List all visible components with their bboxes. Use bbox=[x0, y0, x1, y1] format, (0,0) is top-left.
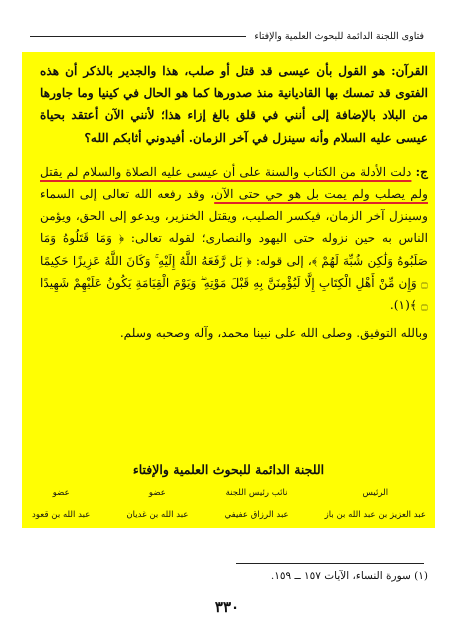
header-rule bbox=[30, 36, 246, 37]
page-number: ٣٣٠ bbox=[214, 598, 240, 616]
fatwa-body bbox=[40, 60, 428, 344]
answer-paragraph bbox=[40, 161, 428, 316]
signature-title: الرئيس bbox=[362, 488, 389, 498]
header-title: فتاوى اللجنة الدائمة للبحوث العلمية والإفتاء bbox=[254, 30, 424, 42]
answer-text: ، وقد رفعه الله تعالى إلى السماء وسينزل آخر الزمان، فيكسر الصليب، ويقتل الخنزير، ويدعو إلى الحق، ويؤمن الناس به حين نزوله حتى اليهود والنصارى؛ لقوله تعالى: bbox=[40, 187, 429, 246]
signature-chairman bbox=[325, 488, 426, 520]
answer-end: . bbox=[389, 298, 394, 313]
question-paragraph bbox=[40, 60, 428, 149]
footnote-ref: (١) bbox=[393, 298, 410, 313]
signature-name: عبد الله بن قعود bbox=[32, 510, 91, 520]
signature-name: عبد العزيز بن عبد الله بن باز bbox=[324, 510, 426, 520]
signature-member-1 bbox=[126, 488, 188, 520]
quran-verse-1: ﴿ وَمَا قَتَلُوهُ وَمَا صَلَبُوهُ وَلَٰكِن شُبِّهَ لَهُمْ ﴾ bbox=[40, 231, 428, 268]
quran-verse-2: ﴿ بَل رَّفَعَهُ اللَّهُ إِلَيْهِ ۚ وَكَانَ اللَّهُ عَزِيزًا حَكِيمًا ۝ وَإِن مِّنْ أَهْلِ الْكِتَابِ إِلَّا لَيُؤْمِنَنَّ بِهِ قَبْلَ مَوْتِهِ ۖ وَيَوْمَ الْقِيَامَةِ يَكُونُ عَلَيْهِمْ شَهِيدًا ۝ ﴾ bbox=[40, 253, 428, 313]
signature-title: عضو bbox=[148, 488, 166, 498]
running-header bbox=[30, 28, 424, 44]
signature-title: عضو bbox=[52, 488, 70, 498]
committee-title: اللجنة الدائمة للبحوث العلمية والإفتاء bbox=[132, 462, 325, 477]
signature-deputy bbox=[224, 488, 288, 520]
closing-line: وبالله التوفيق. وصلى الله على نبينا محمد، وآله وصحبه وسلم. bbox=[119, 326, 428, 341]
signature-name: عبد الرزاق عفيفي bbox=[224, 510, 289, 520]
signature-name: عبد الله بن غديان bbox=[126, 510, 189, 520]
footnote-rule bbox=[236, 563, 424, 564]
question-text: هو القول بأن عيسى قد قتل أو صلب، هذا والجدير بالذكر أن هذه الفتوى قد تمسك بها القاديانية منذ صدورها كما هو الحال في كينيا وما جاورها من البلاد بالإضافة إلى أنني في قلق بالغ إزاء هذا؛ لأنني الآن أعتقد بحياة عيسى عليه السلام وأنه سينزل في آخر الزمان. أفيدوني أثابكم الله؟ bbox=[40, 64, 428, 145]
footnote: (١) سورة النساء، الآيات ١٥٧ ــ ١٥٩. bbox=[270, 570, 428, 582]
question-label: القرآن: bbox=[391, 64, 428, 78]
signature-title: نائب رئيس اللجنة bbox=[225, 488, 288, 498]
underlined-statement: دلت الأدلة من الكتاب والسنة على أن عيسى عليه الصلاة والسلام لم يقتل ولم يصلب ولم يمت بل هو حي حتى الآن bbox=[40, 164, 428, 202]
answer-label: ج: bbox=[415, 164, 428, 179]
signature-member-2 bbox=[32, 488, 90, 520]
answer-mid: ، إلى قوله: bbox=[251, 253, 312, 268]
signature-block bbox=[32, 488, 426, 520]
